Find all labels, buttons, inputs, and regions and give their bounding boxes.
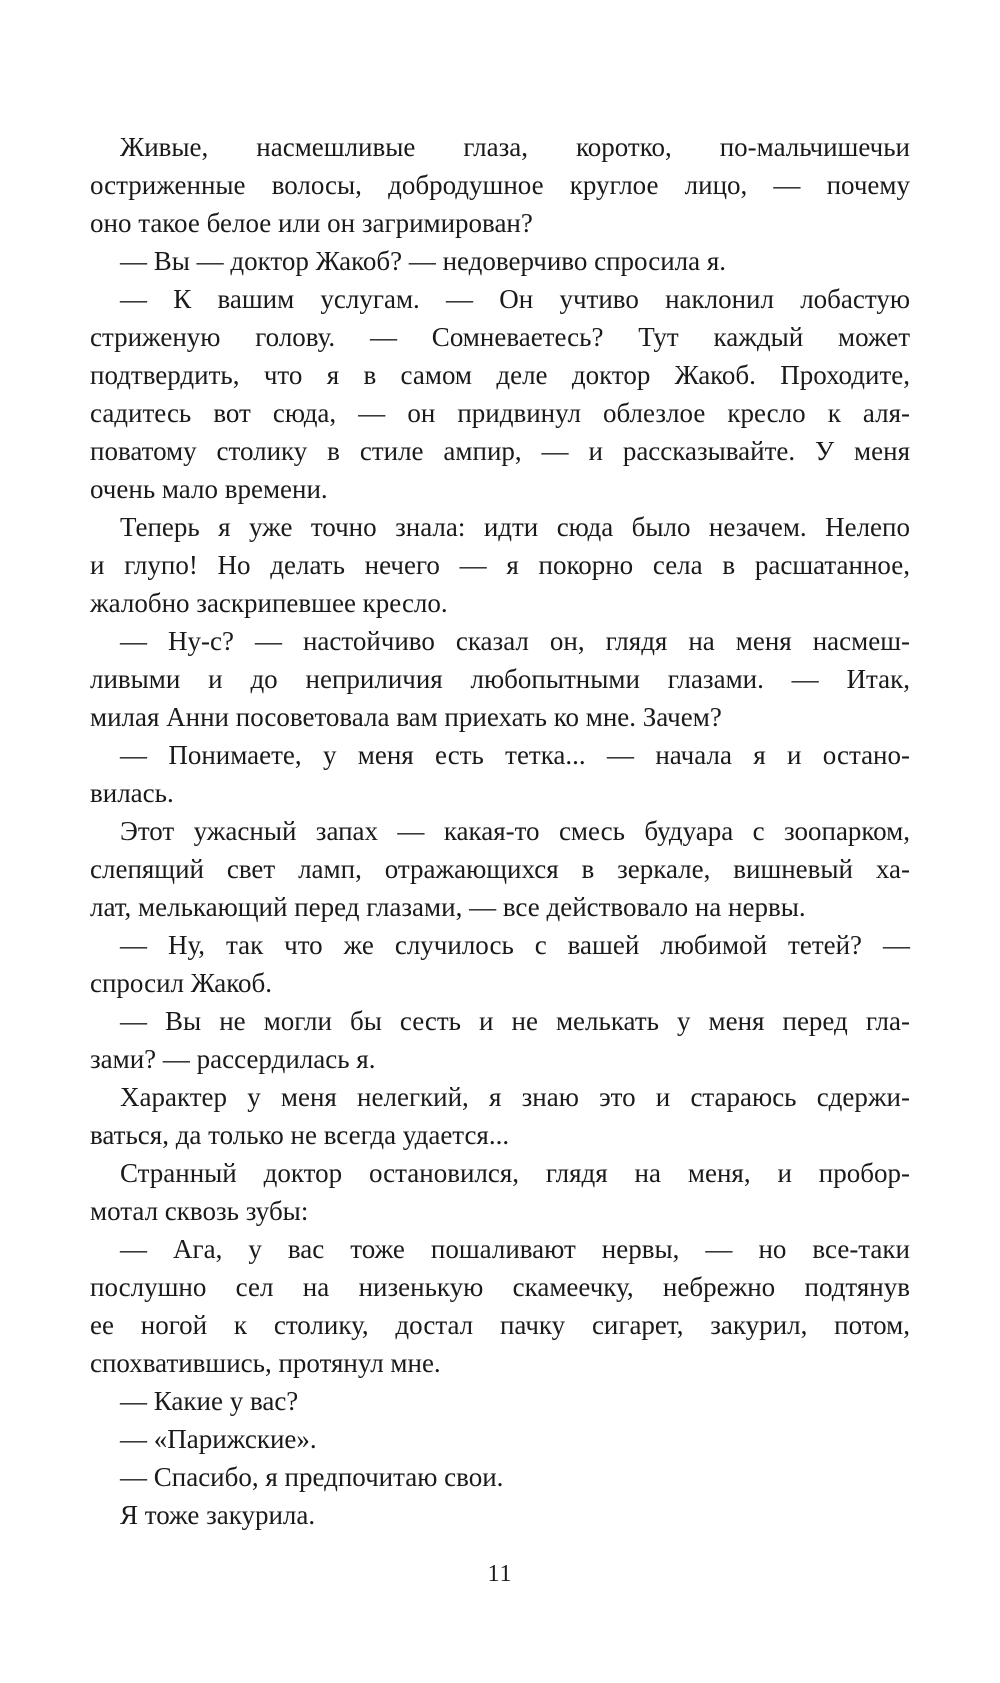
text-line: мотал сквозь зубы: [90, 1196, 309, 1226]
paragraph [90, 1154, 910, 1230]
text-line: — К вашим услугам. — Он учтиво наклонил лобастую [120, 284, 910, 314]
paragraph [90, 1382, 910, 1420]
text-line: — Ну, так что же случилось с вашей любимой тетей? — [120, 930, 910, 960]
text-line: Живые, насмешливые глаза, коротко, по-мальчишечьи [120, 132, 910, 162]
paragraph [90, 242, 910, 280]
paragraph [90, 1420, 910, 1458]
text-line: — «Парижские». [120, 1424, 317, 1454]
paragraph [90, 1078, 910, 1154]
text-line: — Ну-с? — настойчиво сказал он, глядя на меня насмеш- [120, 626, 910, 656]
text-line: Характер у меня нелегкий, я знаю это и стараюсь сдержи- [120, 1082, 910, 1112]
text-line: Странный доктор остановился, глядя на меня, и пробор- [120, 1158, 910, 1188]
text-line: ливыми и до неприличия любопытными глазами. — Итак, [90, 664, 910, 694]
text-line: поватому столику в стиле ампир, — и рассказывайте. У меня [90, 436, 910, 466]
text-line: слепящий свет ламп, отражающихся в зеркале, вишневый ха- [90, 854, 910, 884]
text-line: Этот ужасный запах — какая-то смесь будуара с зоопарком, [120, 816, 910, 846]
paragraph [90, 1496, 910, 1534]
paragraph [90, 1002, 910, 1078]
text-line: зами? — рассердилась я. [90, 1044, 376, 1074]
paragraph [90, 128, 910, 242]
text-line: лат, мелькающий перед глазами, — все действовало на нервы. [90, 892, 806, 922]
paragraph [90, 622, 910, 736]
text-line: жалобно заскрипевшее кресло. [90, 588, 448, 618]
text-line: оно такое белое или он загримирован? [90, 208, 533, 238]
text-line: — Вы не могли бы сесть и не мелькать у меня перед гла- [120, 1006, 910, 1036]
text-line: — Вы — доктор Жакоб? — недоверчиво спросила я. [120, 246, 727, 276]
text-line: — Понимаете, у меня есть тетка... — начала я и остано- [120, 740, 910, 770]
paragraph [90, 736, 910, 812]
text-line: спохватившись, протянул мне. [90, 1348, 441, 1378]
text-line: остриженные волосы, добродушное круглое лицо, — почему [90, 170, 910, 200]
paragraph [90, 1230, 910, 1382]
text-line: и глупо! Но делать нечего — я покорно села в расшатанное, [90, 550, 910, 580]
text-line: очень мало времени. [90, 474, 328, 504]
text-line: — Какие у вас? [120, 1386, 299, 1416]
text-line: спросил Жакоб. [90, 968, 272, 998]
text-line: — Ага, у вас тоже пошаливают нервы, — но все-таки [120, 1234, 910, 1264]
text-line: Я тоже закурила. [120, 1500, 316, 1530]
text-line: ее ногой к столику, достал пачку сигарет, закурил, потом, [90, 1310, 910, 1340]
page-text [90, 128, 910, 1534]
text-line: ваться, да только не всегда удается... [90, 1120, 510, 1150]
paragraph [90, 926, 910, 1002]
text-line: — Спасибо, я предпочитаю свои. [120, 1462, 504, 1492]
paragraph [90, 1458, 910, 1496]
text-line: стриженую голову. — Сомневаетесь? Тут каждый может [90, 322, 910, 352]
text-line: милая Анни посоветовала вам приехать ко мне. Зачем? [90, 702, 722, 732]
text-line: садитесь вот сюда, — он придвинул облезлое кресло к аля- [90, 398, 910, 428]
page-number: 11 [487, 1561, 513, 1587]
text-line: подтвердить, что я в самом деле доктор Жакоб. Проходите, [90, 360, 910, 390]
text-line: вилась. [90, 778, 174, 808]
paragraph [90, 812, 910, 926]
paragraph [90, 508, 910, 622]
paragraph [90, 280, 910, 508]
text-line: послушно сел на низенькую скамеечку, небрежно подтянув [90, 1272, 910, 1302]
text-line: Теперь я уже точно знала: идти сюда было незачем. Нелепо [120, 512, 910, 542]
